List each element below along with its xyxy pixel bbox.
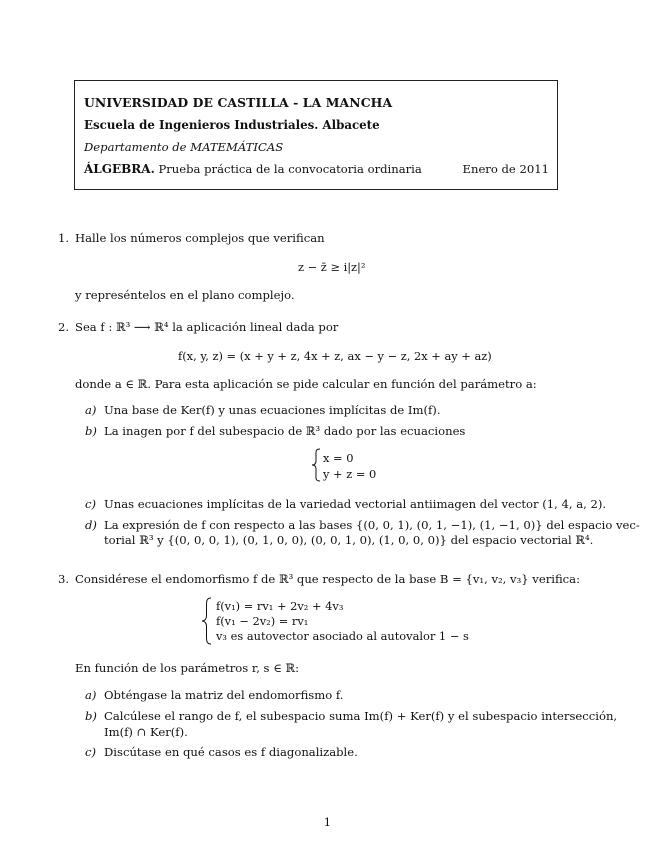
problem-3-system-eq-1: f(v₁) = rv₁ + 2v₂ + 4v₃ — [216, 599, 344, 613]
course-line — [84, 162, 422, 177]
problem-3-system-brace — [201, 597, 212, 645]
problem-2-item-d-label: d) — [85, 518, 97, 532]
problem-2-item-a-label: a) — [85, 403, 97, 417]
problem-2-after: donde a ∈ ℝ. Para esta aplicación se pide calcular en función del parámetro a: — [75, 377, 537, 391]
school-name: Escuela de Ingenieros Industriales. Albacete — [84, 118, 380, 132]
problem-1-intro: Halle los números complejos que verifican — [75, 231, 325, 245]
university-name: UNIVERSIDAD DE CASTILLA - LA MANCHA — [84, 95, 393, 110]
problem-2-item-b-label: b) — [85, 424, 97, 438]
exam-date: Enero de 2011 — [462, 162, 549, 176]
problem-2-item-b-text: La inagen por f del subespacio de ℝ³ dado por las ecuaciones — [104, 424, 466, 438]
problem-2-system-brace — [311, 448, 321, 482]
problem-2-system-eq-2: y + z = 0 — [323, 467, 377, 481]
page-number: 1 — [323, 815, 332, 829]
problem-2-item-c-text: Unas ecuaciones implícitas de la variedad vectorial antiimagen del vector (1, 4, a, 2). — [104, 497, 607, 511]
problem-2-item-c-label: c) — [85, 497, 97, 511]
problem-2-formula: f(x, y, z) = (x + y + z, 4x + z, ax − y − z, 2x + ay + az) — [178, 349, 492, 363]
problem-1-formula: z − z̄ ≥ i|z|² — [298, 260, 366, 274]
problem-2-item-d-text: La expresión de f con respecto a las bases {(0, 0, 1), (0, 1, −1), (1, −1, 0)} del espacio vec- — [104, 518, 640, 532]
problem-3-system-eq-2: f(v₁ − 2v₂) = rv₁ — [216, 614, 309, 628]
problem-3-item-a-label: a) — [85, 688, 97, 702]
problem-3-after: En función de los parámetros r, s ∈ ℝ: — [75, 661, 300, 675]
problem-3-item-c-text: Discútase en qué casos es f diagonalizable. — [104, 745, 358, 759]
problem-2-system-eq-1: x = 0 — [323, 451, 354, 465]
course-description: Prueba práctica de la convocatoria ordinaria — [158, 162, 422, 176]
department-name: Departamento de MATEMÁTICAS — [84, 140, 284, 154]
problem-2-number: 2. — [58, 320, 70, 334]
problem-1-after: y represéntelos en el plano complejo. — [75, 288, 295, 302]
problem-3-number: 3. — [58, 572, 70, 586]
problem-3-item-b-text-cont: Im(f) ∩ Ker(f). — [104, 725, 188, 739]
problem-3-item-c-label: c) — [85, 745, 97, 759]
problem-2-item-d-text-cont: torial ℝ³ y {(0, 0, 0, 1), (0, 1, 0, 0), (0, 0, 1, 0), (1, 0, 0, 0)} del espacio vectorial ℝ⁴. — [104, 533, 594, 547]
header-box — [74, 80, 558, 190]
problem-3-item-a-text: Obténgase la matriz del endomorfismo f. — [104, 688, 344, 702]
problem-3-item-b-text: Calcúlese el rango de f, el subespacio suma Im(f) + Ker(f) y el subespacio intersección, — [104, 709, 618, 723]
problem-3-system-eq-3: v₃ es autovector asociado al autovalor 1 − s — [216, 629, 469, 643]
problem-3-intro: Considérese el endomorfismo f de ℝ³ que respecto de la base B = {v₁, v₂, v₃} verifica: — [75, 572, 580, 586]
problem-2-item-a-text: Una base de Ker(f) y unas ecuaciones implícitas de Im(f). — [104, 403, 441, 417]
problem-2-intro: Sea f : ℝ³ ⟶ ℝ⁴ la aplicación lineal dada por — [75, 320, 339, 334]
problem-3-item-b-label: b) — [85, 709, 97, 723]
problem-1-number: 1. — [58, 231, 70, 245]
course-title: ÁLGEBRA. — [84, 162, 155, 176]
